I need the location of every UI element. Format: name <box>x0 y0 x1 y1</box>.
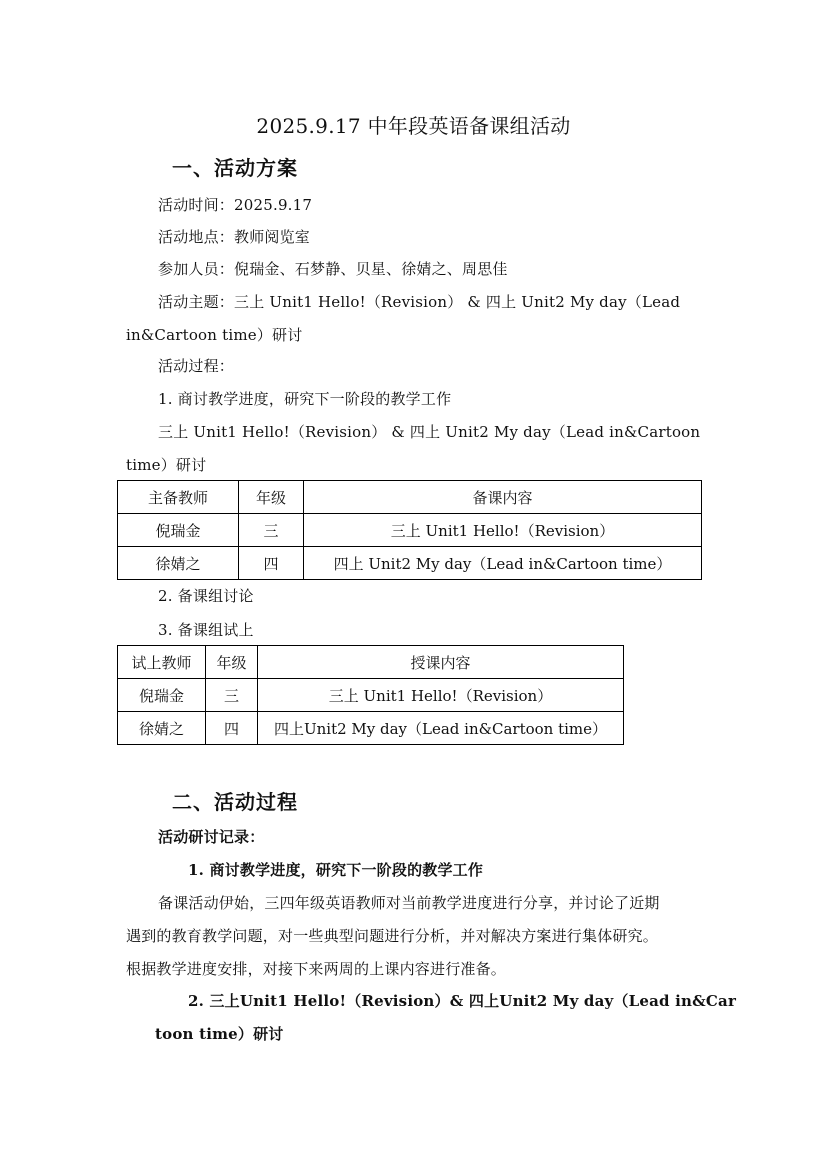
record-paragraph-line1: 备课活动伊始，三四年级英语教师对当前教学进度进行分享，并讨论了近期 <box>158 894 660 912</box>
document-title: 2025.9.17 中年段英语备课组活动 <box>256 114 571 138</box>
activity-place: 活动地点：教师阅览室 <box>158 228 311 246</box>
record-item-1: 1. 商讨教学进度，研究下一阶段的教学工作 <box>188 861 484 879</box>
table-cell: 四上 Unit2 My day（Lead in&Cartoon time） <box>304 547 702 580</box>
section2-heading: 二、活动过程 <box>172 790 298 814</box>
table-cell: 四 <box>239 547 304 580</box>
activity-time: 活动时间：2025.9.17 <box>158 196 313 214</box>
process-item-1-subline1: 三上 Unit1 Hello!（Revision） & 四上 Unit2 My day（Lead in&Cartoon <box>158 423 701 441</box>
table-header-cell: 试上教师 <box>118 646 206 679</box>
table-cell: 三上 Unit1 Hello!（Revision） <box>258 679 624 712</box>
trial-lesson-table <box>117 645 624 745</box>
table-header-cell: 授课内容 <box>258 646 624 679</box>
table-cell: 徐婧之 <box>118 547 239 580</box>
table-cell: 倪瑞金 <box>118 679 206 712</box>
process-item-1: 1. 商讨教学进度，研究下一阶段的教学工作 <box>158 390 452 408</box>
record-item-2-line2: toon time）研讨 <box>155 1025 284 1043</box>
activity-process-label: 活动过程： <box>158 357 235 375</box>
record-paragraph-line2: 遇到的教育教学问题，对一些典型问题进行分析，并对解决方案进行集体研究。 <box>126 927 659 945</box>
table-row <box>118 514 702 547</box>
section1-heading: 一、活动方案 <box>172 156 298 180</box>
table-row <box>118 679 624 712</box>
activity-theme-line2: in&Cartoon time）研讨 <box>126 326 303 344</box>
table-row <box>118 547 702 580</box>
record-item-2-line1: 2. 三上Unit1 Hello!（Revision）& 四上Unit2 My day（Lead in&Car <box>188 992 737 1010</box>
record-paragraph-line3: 根据教学进度安排，对接下来两周的上课内容进行准备。 <box>126 960 507 978</box>
table-cell: 四上Unit2 My day（Lead in&Cartoon time） <box>258 712 624 745</box>
table-cell: 三上 Unit1 Hello!（Revision） <box>304 514 702 547</box>
process-item-3: 3. 备课组试上 <box>158 621 254 639</box>
table-header-cell: 年级 <box>206 646 258 679</box>
table-cell: 四 <box>206 712 258 745</box>
table-cell: 三 <box>206 679 258 712</box>
process-item-2: 2. 备课组讨论 <box>158 587 254 605</box>
table-header-cell: 备课内容 <box>304 481 702 514</box>
table-header-cell: 年级 <box>239 481 304 514</box>
record-label: 活动研讨记录： <box>158 828 265 846</box>
process-item-1-subline2: time）研讨 <box>126 456 207 474</box>
table-row <box>118 712 624 745</box>
activity-theme-line1: 活动主题：三上 Unit1 Hello!（Revision） & 四上 Unit2 My day（Lead <box>158 293 681 311</box>
participants: 参加人员：倪瑞金、石梦静、贝星、徐婧之、周思佳 <box>158 260 508 278</box>
table-cell: 徐婧之 <box>118 712 206 745</box>
table-cell: 三 <box>239 514 304 547</box>
lesson-prep-table <box>117 480 702 580</box>
table-cell: 倪瑞金 <box>118 514 239 547</box>
table-header-cell: 主备教师 <box>118 481 239 514</box>
